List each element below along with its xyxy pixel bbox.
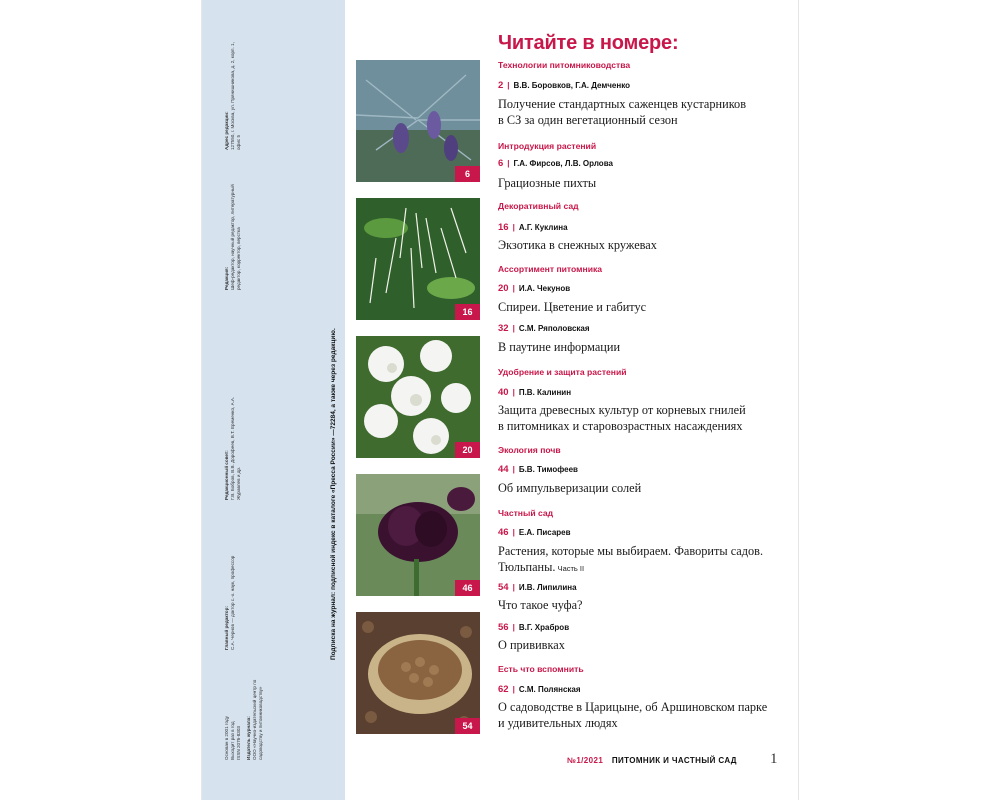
photo-page-label: 46: [455, 580, 480, 596]
imprint-editor: [224, 530, 236, 650]
separator: |: [512, 685, 515, 694]
editor-heading: Главный редактор:: [224, 606, 229, 650]
fringe-flowers-image: [356, 198, 480, 320]
title-line: [498, 299, 646, 315]
toc-page-number: 40: [498, 387, 509, 398]
toc-section-heading: Есть что вспомнить: [498, 664, 584, 674]
toc-page-number: 44: [498, 464, 509, 475]
address-text: 127550, г. Москва, ул. Прянишникова, д. 2, корп. 1, офис 5: [230, 42, 241, 150]
title-line: [498, 112, 746, 128]
title-line: [498, 402, 746, 418]
toc-entry-meta: [498, 684, 581, 695]
toc-entry-meta: [498, 222, 568, 233]
imprint-founded: [224, 670, 242, 760]
toc-article-title[interactable]: [498, 175, 596, 191]
toc-entry-meta: [498, 323, 590, 334]
title-line: [498, 597, 583, 613]
title-line: [498, 715, 767, 731]
title-line-text: Спиреи. Цветение и габитус: [498, 300, 647, 314]
toc-page-number: 20: [498, 283, 509, 294]
separator: |: [512, 284, 515, 293]
issn-text: ISSN 2076-8303: [236, 726, 241, 760]
title-line: [498, 237, 657, 253]
imprint-address: [224, 30, 242, 150]
board-heading: Редакция:: [224, 266, 229, 290]
photo-tiger-nuts: [356, 612, 480, 734]
toc-section-heading: Удобрение и защита растений: [498, 367, 627, 377]
magazine-name: ПИТОМНИК И ЧАСТНЫЙ САД: [611, 756, 737, 765]
title-line: [498, 480, 641, 496]
board-text: Шеф-редактор, научный редактор, литературный редактор, корректор, верстка: [230, 184, 241, 290]
title-line-text: Об импульверизации солей: [498, 481, 642, 495]
editor-text: С.А. Чернов — доктор с.-х. наук, профессор: [230, 555, 235, 650]
imprint-council: [224, 380, 242, 500]
toc-article-title[interactable]: [498, 339, 620, 355]
title-line-text: Получение стандартных саженцев кустарников: [498, 97, 747, 111]
publisher-text: ООО «Научно-издательский центр по садоводству и питомниководству»: [252, 679, 263, 760]
title-line-text: О прививках: [498, 638, 565, 652]
toc-title: Читайте в номере:: [498, 32, 679, 54]
part-label: Часть II: [557, 564, 585, 573]
imprint-sidebar: [202, 0, 345, 800]
title-line: [498, 559, 763, 577]
title-line: [498, 175, 596, 191]
spirea-flowers-image: [356, 336, 480, 458]
title-line: [498, 339, 620, 355]
tulips-image: [356, 474, 480, 596]
subscribe-note: Подписка на журнал: подписной индекс в каталоге «Пресса России» —72284, а также через редакцию.: [330, 328, 337, 660]
toc-authors: Г.А. Фирсов, Л.В. Орлова: [513, 159, 613, 168]
toc-article-title[interactable]: [498, 637, 565, 653]
toc-entry-meta: [498, 464, 578, 475]
toc-authors: В.В. Боровков, Г.А. Демченко: [513, 81, 630, 90]
separator: |: [512, 528, 515, 537]
photo-page-label: 20: [455, 442, 480, 458]
toc-authors: В.Г. Храбров: [518, 623, 570, 632]
tiger-nuts-image: [356, 612, 480, 734]
toc-page-number: 62: [498, 684, 509, 695]
title-line-text: Растения, которые мы выбираем. Фавориты садов.: [498, 544, 764, 558]
council-heading: Редакционный совет:: [224, 450, 229, 500]
toc-entry-meta: [498, 527, 571, 538]
toc-authors: Б.В. Тимофеев: [518, 465, 578, 474]
toc-authors: С.М. Ряполовская: [518, 324, 590, 333]
separator: |: [512, 623, 515, 632]
title-line: [498, 418, 746, 434]
toc-entry-meta: [498, 387, 571, 398]
toc-authors: Е.А. Писарев: [518, 528, 571, 537]
photo-white-fringe: [356, 198, 480, 320]
toc-section-heading: Ассортимент питомника: [498, 264, 603, 274]
imprint-board: [224, 170, 242, 290]
imprint-publisher: [246, 670, 264, 760]
photo-tulips: [356, 474, 480, 596]
title-line: [498, 96, 746, 112]
toc-article-title[interactable]: [498, 543, 763, 577]
toc-page-number: 2: [498, 80, 504, 91]
toc-article-title[interactable]: [498, 597, 583, 613]
title-line-text: В паутине информации: [498, 340, 621, 354]
title-line-text: в питомниках и старовозрастных насаждениях: [498, 419, 743, 433]
separator: |: [507, 81, 510, 90]
page-number: 1: [770, 751, 778, 767]
title-line: [498, 699, 767, 715]
toc-section-heading: Частный сад: [498, 508, 554, 518]
toc-page-number: 32: [498, 323, 509, 334]
toc-article-title[interactable]: [498, 96, 746, 128]
toc-authors: П.В. Калинин: [518, 388, 572, 397]
council-text: Г.В. Бобров, В.В. Дорофеев, В.Т. Еременко, А.А. Журавлев и др.: [230, 396, 241, 500]
address-heading: Адрес редакции:: [224, 111, 229, 150]
photo-page-label: 6: [455, 166, 480, 182]
toc-page-number: 16: [498, 222, 509, 233]
toc-entry-meta: [498, 283, 570, 294]
separator: |: [512, 388, 515, 397]
toc-section-heading: Технологии питомниководства: [498, 60, 631, 70]
photo-spirea: [356, 336, 480, 458]
page-footer: [567, 756, 737, 765]
issue-number: №1/2021: [567, 756, 604, 765]
title-line-text: Экзотика в снежных кружевах: [498, 238, 657, 252]
separator: |: [512, 223, 515, 232]
toc-entry-meta: [498, 158, 613, 169]
title-line-text: и удивительных людях: [498, 716, 618, 730]
toc-authors: С.М. Полянская: [518, 685, 581, 694]
publisher-heading: Издатель журнала:: [246, 716, 251, 760]
frequency-text: Выходит раз в год: [230, 721, 235, 760]
toc-entry-meta: [498, 622, 569, 633]
title-line-text: Тюльпаны.: [498, 560, 556, 574]
photo-page-label: 54: [455, 718, 480, 734]
toc-section-heading: Декоративный сад: [498, 201, 579, 211]
toc-page-number: 6: [498, 158, 504, 169]
toc-article-title[interactable]: [498, 299, 646, 315]
toc-section-heading: Экология почв: [498, 445, 561, 455]
toc-section-heading: Интродукция растений: [498, 141, 597, 151]
toc-authors: И.В. Липилина: [518, 583, 577, 592]
toc-page-number: 56: [498, 622, 509, 633]
fir-branch-image: [356, 60, 480, 182]
toc-authors: И.А. Чекунов: [518, 284, 571, 293]
title-line: [498, 543, 763, 559]
photo-fir-branch: [356, 60, 480, 182]
title-line-text: Защита древесных культур от корневых гнилей: [498, 403, 746, 417]
title-line-text: в СЗ за один вегетационный сезон: [498, 113, 678, 127]
separator: |: [507, 159, 510, 168]
founded-text: Основан в 2001 году: [224, 716, 229, 760]
toc-page-number: 54: [498, 582, 509, 593]
toc-entry-meta: [498, 80, 630, 91]
toc-article-title[interactable]: [498, 402, 746, 434]
toc-page-number: 46: [498, 527, 509, 538]
separator: |: [512, 583, 515, 592]
toc-article-title[interactable]: [498, 480, 641, 496]
toc-entry-meta: [498, 582, 577, 593]
photo-page-label: 16: [455, 304, 480, 320]
title-line-text: О садоводстве в Царицыне, об Аршиновском парке: [498, 700, 768, 714]
title-line-text: Грациозные пихты: [498, 176, 597, 190]
title-line: [498, 637, 565, 653]
toc-article-title[interactable]: [498, 237, 657, 253]
title-line-text: Что такое чуфа?: [498, 598, 583, 612]
toc-article-title[interactable]: [498, 699, 767, 731]
toc-authors: А.Г. Куклина: [518, 223, 568, 232]
separator: |: [512, 324, 515, 333]
separator: |: [512, 465, 515, 474]
